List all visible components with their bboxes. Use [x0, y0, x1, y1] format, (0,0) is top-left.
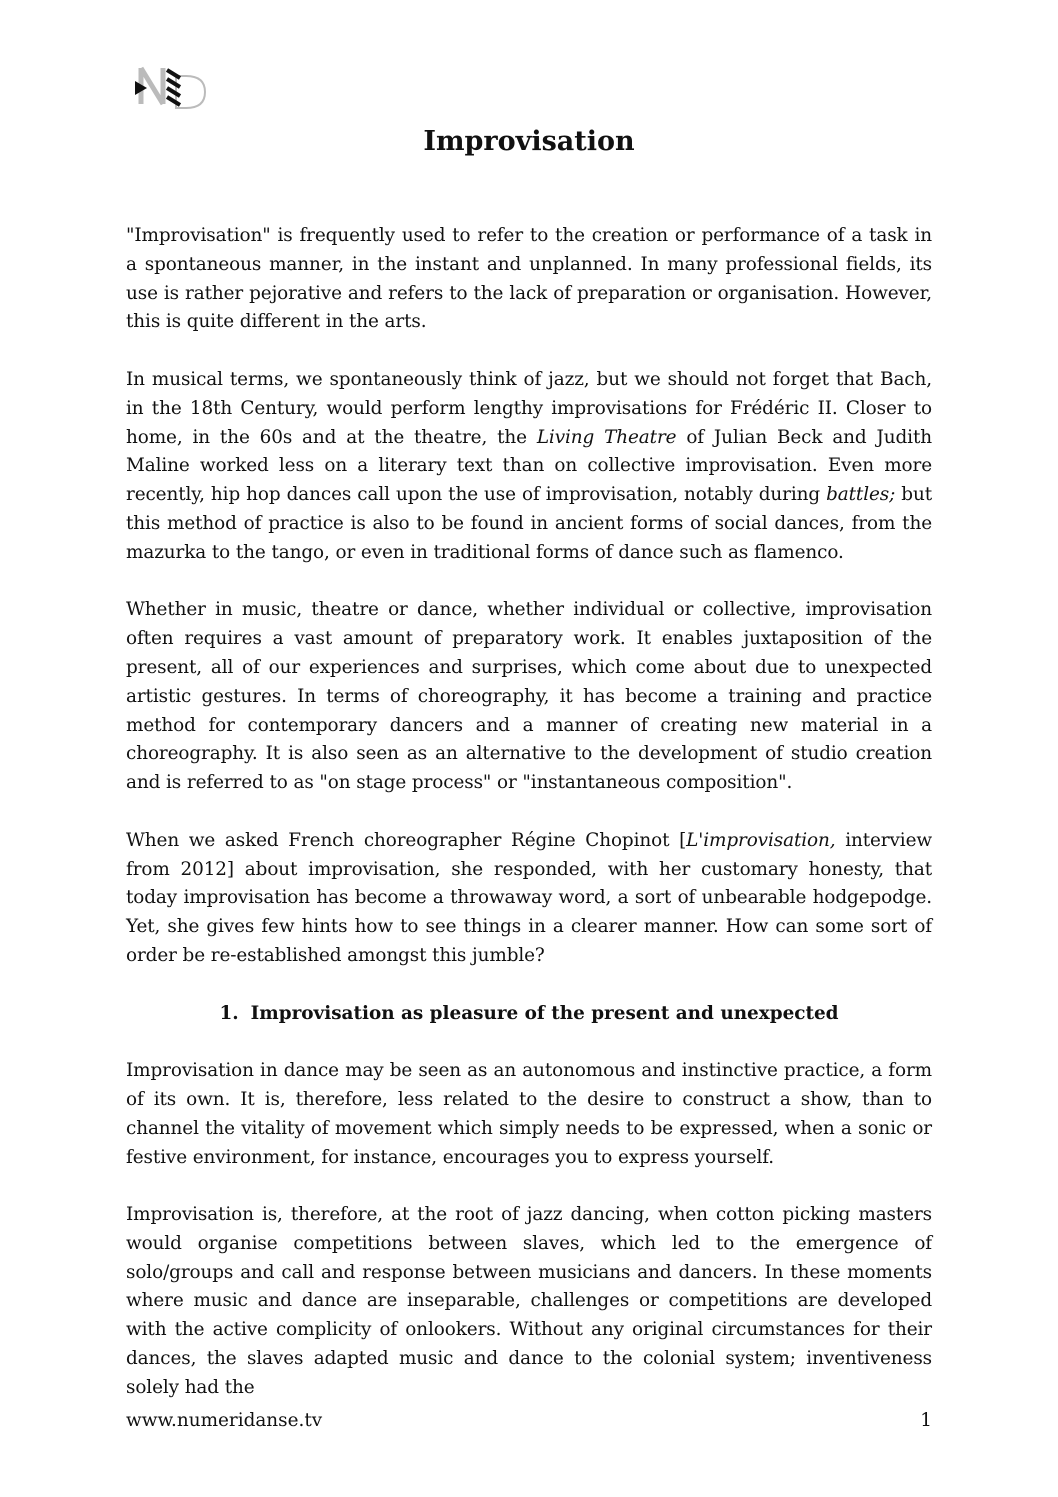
footer-url[interactable]: www.numeridanse.tv	[126, 1410, 323, 1431]
page-number: 1	[920, 1410, 932, 1431]
section-paragraphs	[126, 1057, 932, 1403]
text-segment: "Improvisation" is frequently used to refer to the creation or performance of a task in a spontaneous manner, in the instant and unplanned. In many professional fields, its use is rather pejorative and refers to the lack of preparation or organisation. However, this is quite different in the arts.	[126, 225, 932, 333]
text-segment: Whether in music, theatre or dance, whether individual or collective, improvisation often requires a vast amount of preparatory work. It enables juxtaposition of the present, all of our experiences and surprises, which come about due to unexpected artistic gestures. In terms of choreography, it has become a training and practice method for contemporary dancers and a manner of creating new material in a choreography. It is also seen as an alternative to the development of studio creation and is referred to as "on stage process" or "instantaneous composition".	[126, 599, 932, 794]
text-segment: In musical terms, we spontaneously think of jazz, but we should not forget that Bach, in the 18th Century, would perform lengthy improvisations for Frédéric II. Closer to home, in the 60s and at the theatre, the	[126, 368, 932, 448]
italic-text: L'improvisation,	[686, 829, 836, 851]
italic-text: Living Theatre	[536, 426, 677, 448]
document-body	[126, 222, 932, 1431]
section-heading	[126, 1000, 932, 1029]
italic-text: battles;	[826, 484, 896, 506]
document-title: Improvisation	[423, 126, 635, 157]
section-number: 1.	[219, 1002, 239, 1024]
paragraph	[126, 596, 932, 798]
text-segment: Improvisation in dance may be seen as an autonomous and instinctive practice, a form of its own. It is, therefore, less related to the desire to construct a show, than to channel the vitality of movement which simply needs to be expressed, when a sonic or festive environment, for instance, encourages you to express yourself.	[126, 1060, 932, 1168]
text-segment: of Julian Beck and Judith Maline worked less on a literary text than on collective improvisation. Even more recently, hip hop dances call upon the use of improvisation, notably during	[126, 426, 933, 506]
intro-paragraphs	[126, 222, 932, 971]
section-title: Improvisation as pleasure of the present and unexpected	[250, 1002, 839, 1024]
paragraph	[126, 222, 932, 337]
numeridanse-logo-icon	[132, 64, 208, 112]
text-segment: When we asked French choreographer Régine Chopinot [	[126, 829, 687, 851]
paragraph	[126, 366, 932, 568]
text-segment: interview from 2012] about improvisation, she responded, with her customary honesty, that today improvisation has become a throwaway word, a sort of unbearable hodgepodge. Yet, she gives few hints how to see things in a clearer manner. How can some sort of order be re-established amongst this jumble?	[126, 829, 932, 966]
paragraph	[126, 1201, 932, 1403]
paragraph	[126, 1057, 932, 1172]
paragraph	[126, 827, 932, 971]
text-segment: but this method of practice is also to be found in ancient forms of social dances, from the mazurka to the tango, or even in traditional forms of dance such as flamenco.	[126, 484, 932, 563]
text-segment: Improvisation is, therefore, at the root of jazz dancing, when cotton picking masters would organise competitions between slaves, which led to the emergence of solo/groups and call and response between musicians and dancers. In these moments where music and dance are inseparable, challenges or competitions are developed with the active complicity of onlookers. Without any original circumstances for their dances, the slaves adapted music and dance to the colonial system; inventiveness solely had the	[126, 1204, 932, 1398]
